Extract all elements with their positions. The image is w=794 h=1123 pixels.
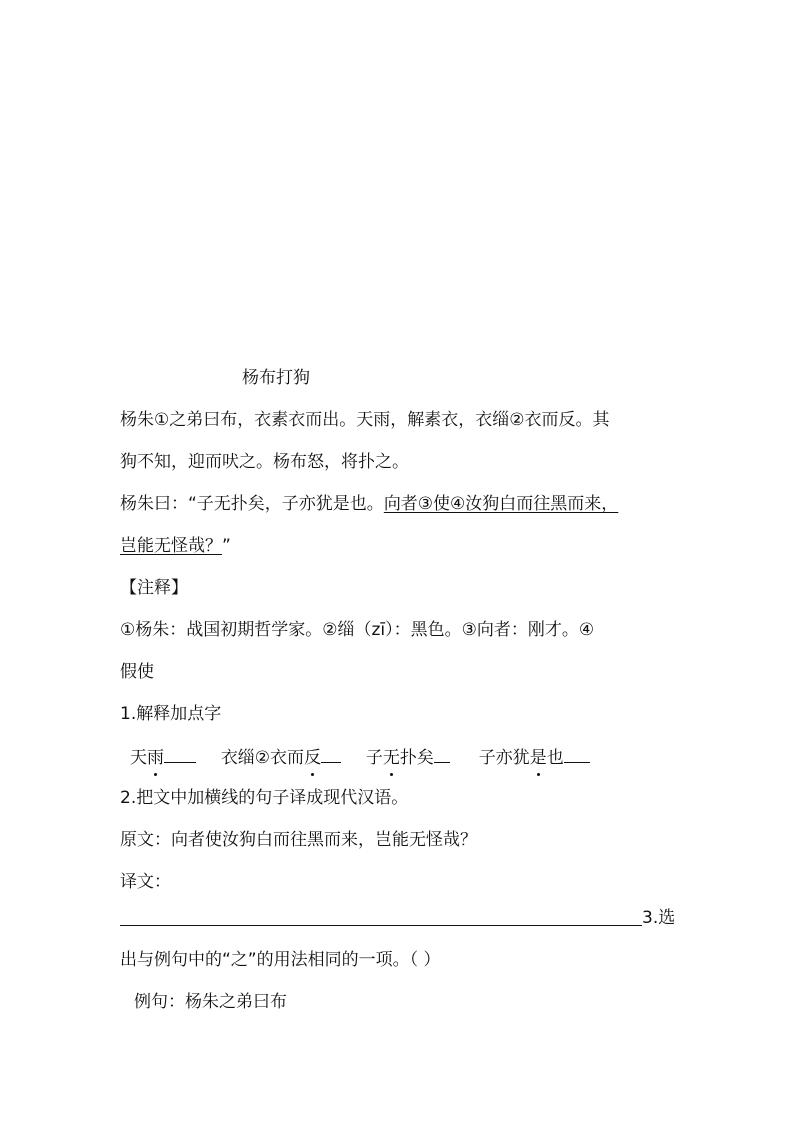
q1-item-3: 子无扑矣	[366, 748, 450, 768]
notes-line-2: 假使	[120, 662, 154, 682]
q1-item-2-answer-blank[interactable]	[321, 744, 341, 763]
q1-item-1: 天雨	[130, 748, 196, 768]
passage-line-4	[120, 534, 231, 558]
q1-item-2: 衣缁②衣而反	[221, 748, 341, 768]
question-2-original: 原文：向者使汝狗白而往黑而来，岂能无怪哉？	[120, 830, 477, 850]
question-1-label: 1.解释加点字	[120, 704, 222, 724]
passage-line-3	[120, 492, 618, 516]
q1-item-1-answer-blank[interactable]	[164, 744, 196, 763]
q1-item-3-answer-blank[interactable]	[434, 744, 450, 763]
notes-heading: 【注释】	[120, 578, 188, 598]
passage-underlined-sentence-part-1: 向者③使④汝狗白而往黑而来，	[383, 494, 619, 514]
question-1-items	[130, 744, 590, 768]
passage-closing-quote: ”	[222, 536, 231, 556]
notes-line-1: ①杨朱：战国初期哲学家。②缁（zī）：黑色。③向者：刚才。④	[120, 620, 595, 640]
passage-line-2: 狗不知，迎而吠之。杨布怒，将扑之。	[120, 452, 409, 472]
document-title: 杨布打狗	[242, 368, 310, 388]
passage-line-3-plain: 杨朱曰：“子无扑矣，子亦犹是也。	[120, 494, 384, 514]
translation-answer-line[interactable]	[120, 925, 642, 926]
question-2-label: 2.把文中加横线的句子译成现代汉语。	[120, 788, 409, 808]
question-3-label: 出与例句中的“之”的用法相同的一项。（ ）	[120, 950, 441, 970]
question-2-translation-label: 译文：	[120, 872, 171, 892]
q1-item-4: 子亦犹是也	[479, 748, 590, 768]
passage-line-1: 杨朱①之弟曰布，衣素衣而出。天雨，解素衣，衣缁②衣而反。其	[120, 410, 610, 430]
passage-underlined-sentence-part-2: 岂能无怪哉？	[120, 536, 222, 556]
q1-item-4-answer-blank[interactable]	[564, 744, 590, 763]
question-3-number: 3.选	[642, 908, 676, 928]
question-3-example: 例句：杨朱之弟曰布	[134, 992, 287, 1012]
